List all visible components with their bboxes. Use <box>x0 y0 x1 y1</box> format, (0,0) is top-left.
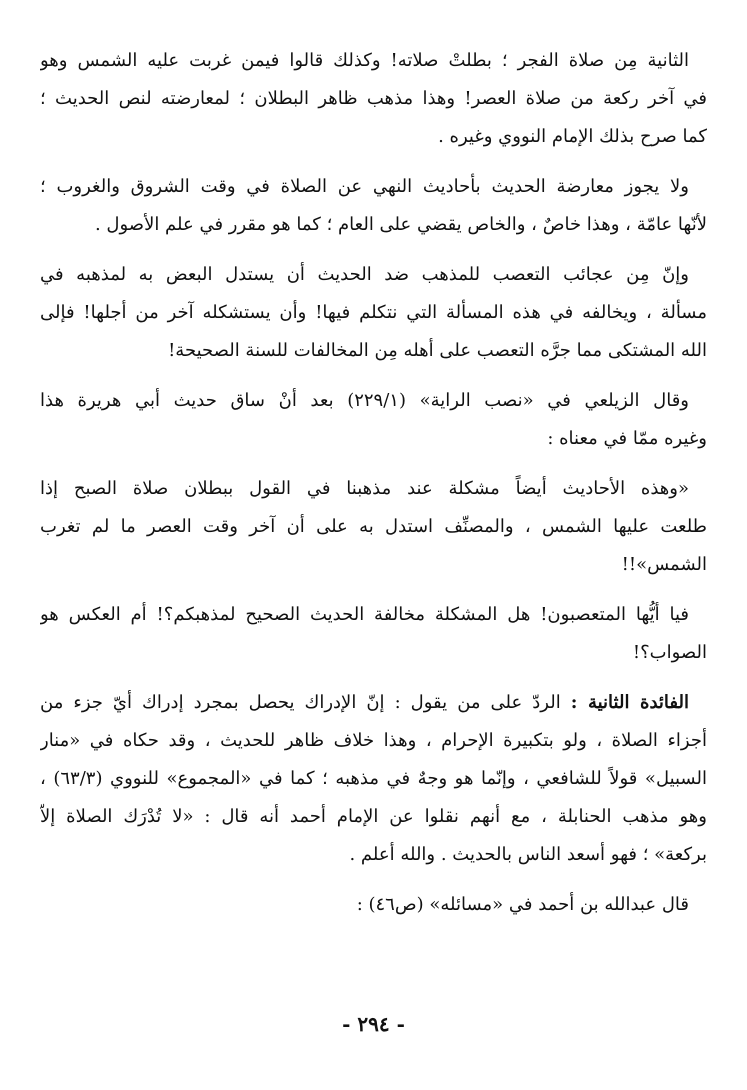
text-line: كما صرح بذلك الإمام النووي وغيره . <box>438 126 707 147</box>
quote-paragraph <box>40 470 707 584</box>
text-line: السبيل» قولاً للشافعي ، وإنّما هو وجهٌ في مذهبه ؛ كما في «المجموع» للنووي (٦٣/٣) ، <box>40 768 707 789</box>
text-line: لأنّها عامّة ، وهذا خاصٌ ، والخاص يقضي على العام ؛ كما هو مقرر في علم الأصول . <box>94 214 707 235</box>
benefit-paragraph <box>40 684 707 874</box>
text-line: الشمس»!! <box>621 554 707 575</box>
text-fragment: الردّ على من يقول : إنّ الإدراك يحصل بمجرد إدراك أيّ جزء من <box>40 692 571 713</box>
paragraph-1 <box>40 42 707 156</box>
paragraph-6 <box>40 596 707 672</box>
text-line: الصواب؟! <box>632 642 707 663</box>
text-line: «وهذه الأحاديث أيضاً مشكلة عند مذهبنا في القول ببطلان صلاة الصبح إذا <box>40 478 689 499</box>
text-line: أجزاء الصلاة ، ولو بتكبيرة الإحرام ، وهذا خلاف ظاهر للحديث ، وقد حكاه في «منار <box>40 730 707 751</box>
text-line: بركعة» ؛ فهو أسعد الناس بالحديث . والله أعلم . <box>349 844 707 865</box>
paragraph-8 <box>40 886 707 924</box>
text-line: فيا أيُّها المتعصبون! هل المشكلة مخالفة الحديث الصحيح لمذهبكم؟! أم العكس هو <box>40 604 689 625</box>
text-line: وغيره ممّا في معناه : <box>547 428 707 449</box>
paragraph-4 <box>40 382 707 458</box>
paragraph-2 <box>40 168 707 244</box>
text-line: الله المشتكى مما جرَّه التعصب على أهله مِن المخالفات للسنة الصحيحة! <box>168 340 707 361</box>
paragraph-3 <box>40 256 707 370</box>
text-line: وإنّ مِن عجائب التعصب للمذهب ضد الحديث أن يستدل البعض به لمذهبه في <box>40 264 689 285</box>
text-line: مسألة ، ويخالفه في هذه المسألة التي نتكلم فيها! وأن يستشكله آخر من أجلها! فإلى <box>40 302 707 323</box>
text-line: ولا يجوز معارضة الحديث بأحاديث النهي عن الصلاة في وقت الشروق والغروب ؛ <box>40 176 689 197</box>
text-line: وقال الزيلعي في «نصب الراية» (٢٢٩/١) بعد أنْ ساق حديث أبي هريرة هذا <box>40 390 689 411</box>
page-number: - ٢٩٤ - <box>342 1012 405 1036</box>
text-line: في آخر ركعة من صلاة العصر! وهذا مذهب ظاهر البطلان ؛ لمعارضته لنص الحديث ؛ <box>40 88 707 109</box>
text-line: وهو مذهب الحنابلة ، مع أنهم نقلوا عن الإمام أحمد أنه قال : «لا تُدْرَك الصلاة إلاّ <box>40 806 707 827</box>
section-heading: الفائدة الثانية : <box>570 692 689 713</box>
text-line: قال عبدالله بن أحمد في «مسائله» (ص٤٦) : <box>356 894 689 915</box>
text-line: طلعت عليها الشمس ، والمصنِّف استدل به على أن آخر وقت العصر ما لم تغرب <box>40 516 707 537</box>
page-body <box>40 42 707 936</box>
text-line: الثانية مِن صلاة الفجر ؛ بطلتْ صلاته! وكذلك قالوا فيمن غربت عليه الشمس وهو <box>40 50 690 71</box>
text-line <box>40 684 707 722</box>
